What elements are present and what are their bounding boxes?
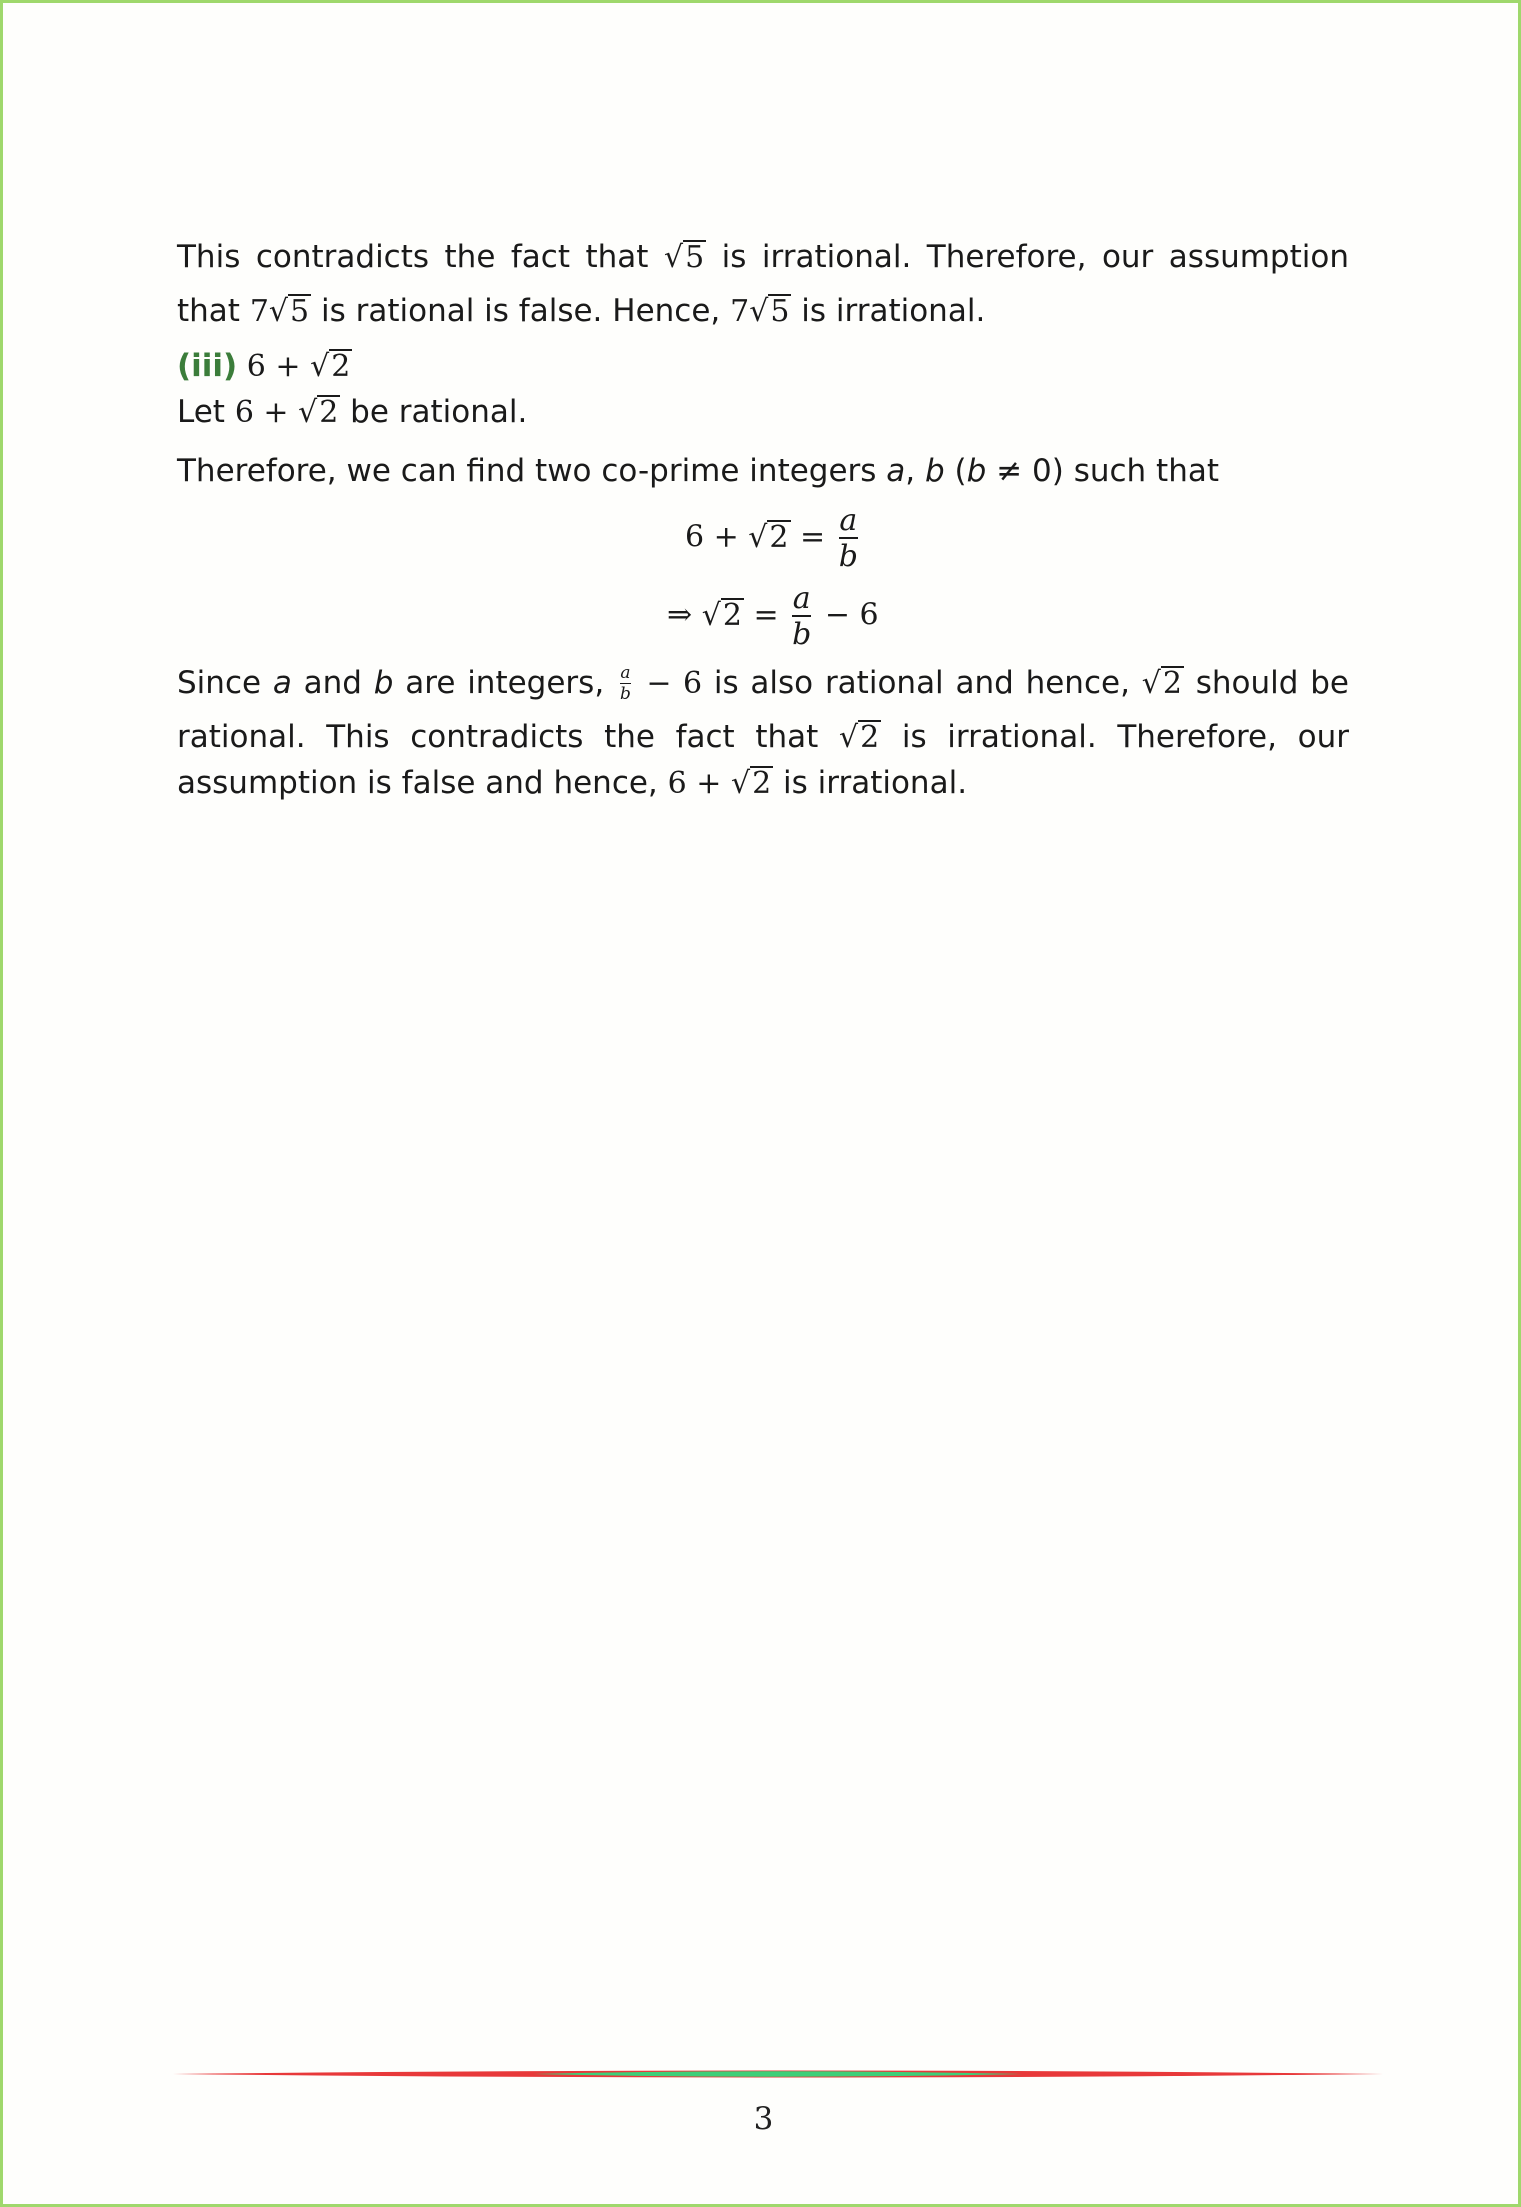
text: is also rational and hence,: [702, 665, 1142, 701]
sqrt-2: √2: [298, 395, 339, 430]
text: is irrational. Therefore, our assumption: [706, 239, 1349, 275]
fraction-a-over-b: $\frac{a}{b}$: [619, 663, 631, 704]
paragraph-4-line-1: [177, 663, 1349, 704]
subpart-heading: [177, 346, 352, 387]
sqrt-5: √5: [268, 294, 310, 329]
text: (: [944, 453, 967, 489]
text: is irrational. Therefore, our: [881, 719, 1349, 755]
equation-2: [667, 583, 879, 650]
text: rational. This contradicts the fact that: [177, 719, 839, 755]
footer-divider: [173, 2067, 1383, 2081]
sqrt-2: √2: [748, 519, 789, 555]
text: ≠ 0) such that: [986, 453, 1219, 489]
text: that: [177, 293, 250, 329]
sqrt-2: √2: [838, 720, 880, 755]
expression: − 6: [634, 666, 703, 701]
paragraph-1-line-1: [177, 237, 1349, 278]
fraction-a-over-b: $\frac{a}{b}$: [838, 503, 858, 574]
subpart-label: (iii): [177, 348, 238, 384]
sqrt-2: √2: [701, 597, 742, 633]
expression: 6 +: [685, 519, 749, 555]
text: and: [291, 665, 374, 701]
text: should be: [1183, 665, 1349, 701]
text: are integers,: [393, 665, 616, 701]
variable-b: b: [966, 453, 987, 489]
text: ,: [905, 453, 926, 489]
paragraph-3: [177, 451, 1219, 491]
equation-1: [685, 505, 862, 572]
coefficient: 7: [730, 294, 750, 329]
text: is irrational.: [791, 293, 986, 329]
fraction-a-over-b: $\frac{a}{b}$: [792, 581, 812, 652]
text: Let: [177, 394, 235, 430]
sqrt-5: √5: [663, 240, 705, 275]
expression: 6 +: [667, 766, 731, 801]
implies-arrow: ⇒: [667, 597, 702, 633]
variable-b: b: [925, 453, 945, 489]
text: assumption is false and hence,: [177, 765, 668, 801]
expression: 6 +: [237, 349, 311, 384]
paragraph-4-line-2: [177, 717, 1349, 758]
variable-a: a: [886, 453, 906, 489]
sqrt-5: √5: [749, 294, 790, 329]
text: is irrational.: [773, 765, 968, 801]
text: is rational is false. Hence,: [311, 293, 731, 329]
text: Therefore, we can find two co-prime integers: [177, 453, 887, 489]
paragraph-1-line-2: [177, 291, 985, 332]
equals-sign: =: [743, 597, 789, 633]
variable-a: a: [272, 665, 292, 701]
equals-sign: =: [790, 519, 835, 555]
expression: − 6: [815, 597, 879, 633]
sqrt-2: √2: [1141, 666, 1182, 701]
sqrt-2: √2: [310, 349, 351, 384]
coefficient: 7: [249, 294, 269, 329]
sqrt-2: √2: [730, 766, 772, 801]
page-number: 3: [753, 2101, 774, 2137]
text: This contradicts the fact that: [177, 239, 664, 275]
expression: 6 +: [234, 395, 299, 430]
paragraph-4-line-3: [177, 763, 967, 804]
text: Since: [177, 665, 273, 701]
variable-b: b: [373, 665, 394, 701]
paragraph-2: [177, 392, 527, 433]
text: be rational.: [340, 394, 528, 430]
